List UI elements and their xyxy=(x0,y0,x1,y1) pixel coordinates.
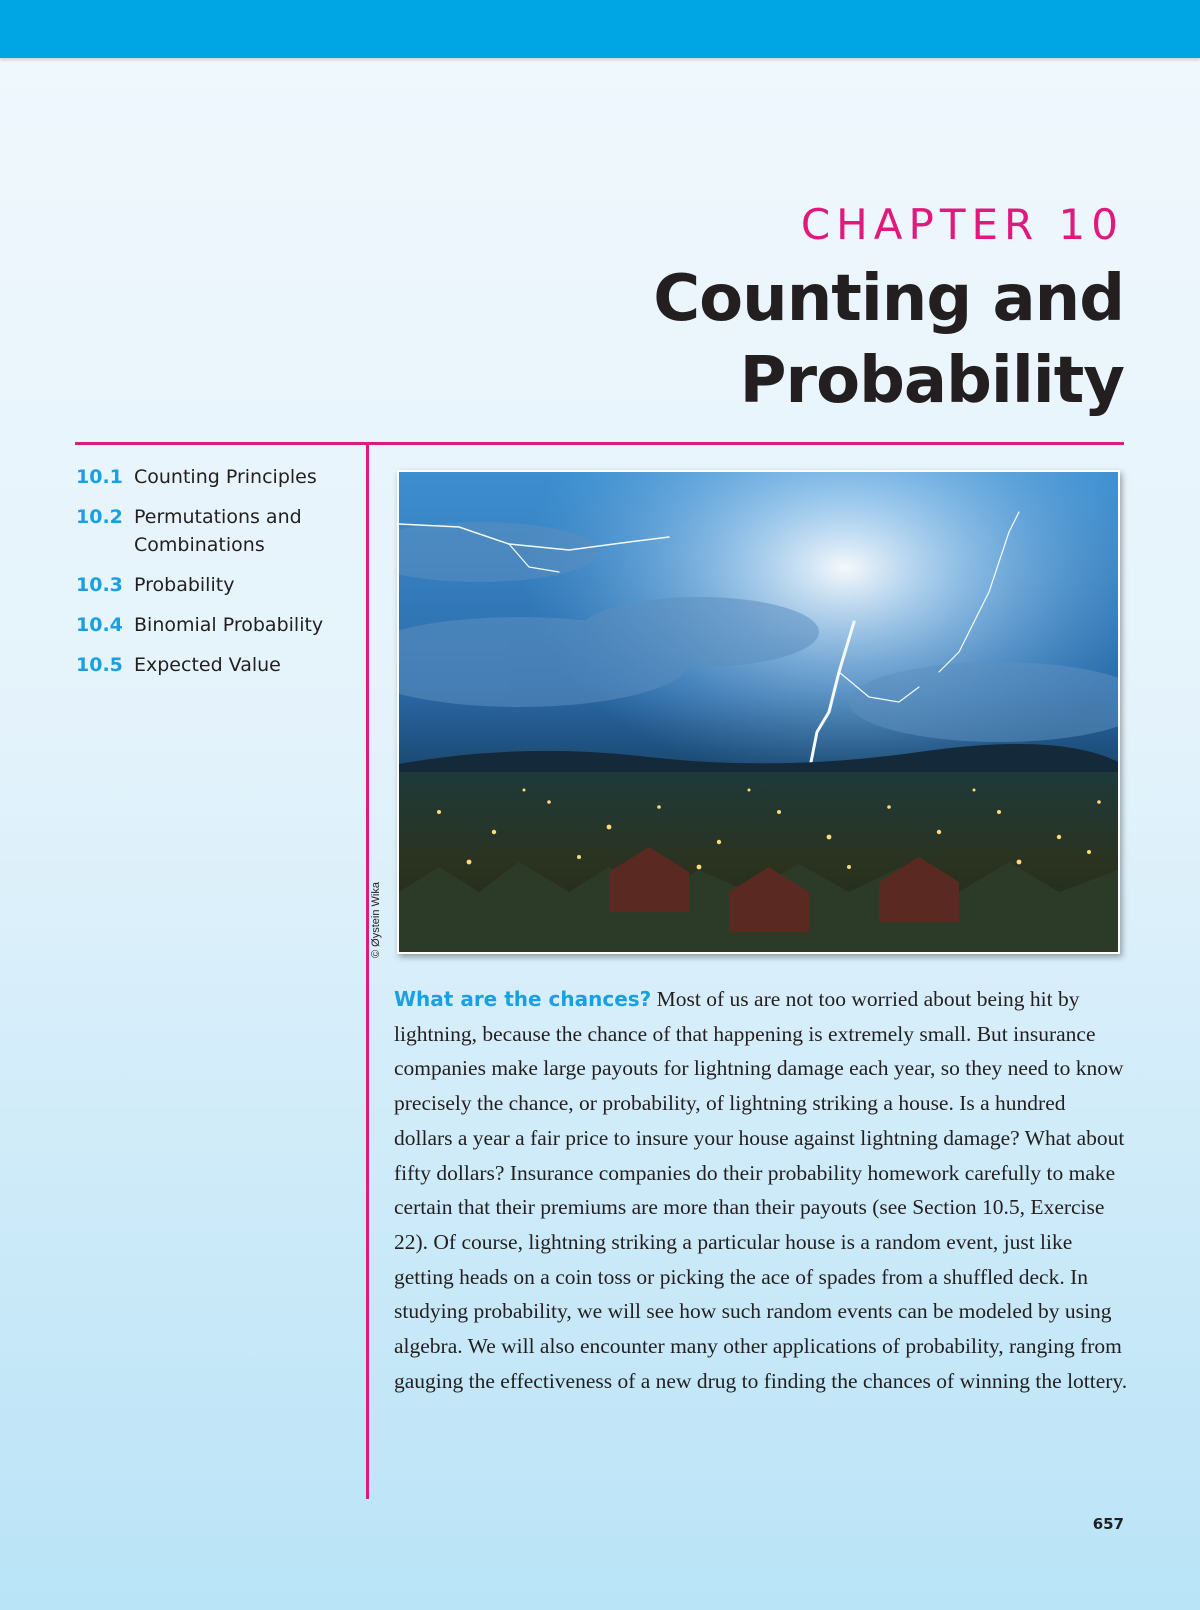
toc-section-title: Permutations and Combinations xyxy=(134,506,302,556)
toc-section-title: Probability xyxy=(134,574,235,596)
toc-item xyxy=(76,651,346,679)
lightning-city-photo xyxy=(397,470,1120,954)
toc-item xyxy=(76,611,346,639)
toc-section-number: 10.4 xyxy=(76,614,123,636)
toc-section-title: Binomial Probability xyxy=(134,614,324,636)
toc-item xyxy=(76,503,346,559)
chapter-label: CHAPTER 10 xyxy=(800,200,1124,249)
intro-body-text: Most of us are not too worried about being hit by lightning, because the chance of that happening is extremely small. But insurance companies make large payouts for lightning damage each year, so they need to know precisely the chance, or probability, of lightning striking a house. Is a hundred dollars a year a fair price to insure your house against lightning damage? What about fifty dollars? Insurance companies do their probability homework carefully to make certain that their premiums are more than their payouts (see Section 10.5, Exercise 22). Of course, lightning striking a particular house is a random event, just like getting heads on a coin toss or picking the ace of spades from a shuffled deck. In studying probability, we will see how such random events can be modeled by using algebra. We will also encounter many other applications of probability, ranging from gauging the effectiveness of a new drug to finding the chances of winning the lottery. xyxy=(394,987,1128,1393)
toc-section-number: 10.1 xyxy=(76,466,123,488)
toc-section-number: 10.2 xyxy=(76,506,123,528)
section-list xyxy=(76,463,346,691)
intro-lead-heading: What are the chances? xyxy=(394,987,652,1011)
horizontal-rule xyxy=(75,442,1124,445)
chapter-title: Counting and Probability xyxy=(653,262,1124,418)
toc-section-title: Counting Principles xyxy=(134,466,317,488)
vertical-rule xyxy=(366,442,369,1499)
toc-item xyxy=(76,463,346,491)
lightning-photo-illustration xyxy=(399,472,1118,952)
photo-credit: © Øystein Wika xyxy=(370,882,382,958)
toc-section-title: Expected Value xyxy=(134,654,281,676)
chapter-intro-paragraph xyxy=(394,982,1129,1398)
toc-section-number: 10.3 xyxy=(76,574,123,596)
top-color-bar xyxy=(0,0,1200,58)
toc-section-number: 10.5 xyxy=(76,654,123,676)
page-number: 657 xyxy=(1092,1515,1124,1533)
toc-item xyxy=(76,571,346,599)
